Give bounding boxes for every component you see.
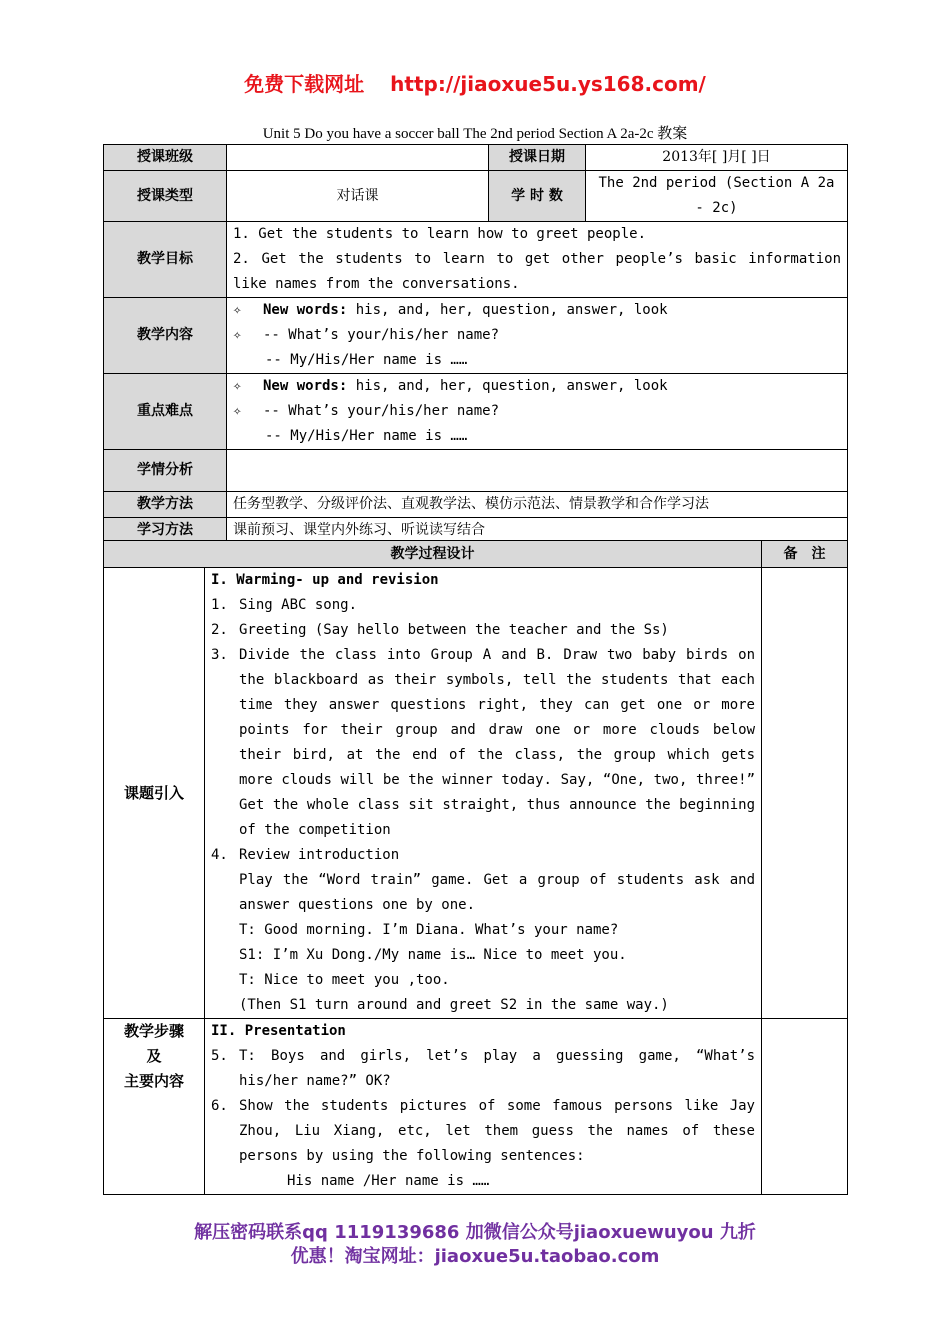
presentation-list [211, 1044, 755, 1169]
date-value: 2013年[ ]月[ ]日 [586, 145, 848, 171]
notes-header: 备 注 [762, 541, 848, 568]
list-item: 3. Divide the class into Group A and B. Draw two baby birds on the blackboard as their symbols, tell the students that each time they answer questions right, they can get one or more points for their group and draw one or more clouds below their bird, at the end of the class, the group which gets more clouds will be the winner today. Say, “One, two, three!” Get the whole class sit straight, thus announce the beginning of the competition [211, 647, 755, 838]
dialog-line: T: Nice to meet you ,too. [239, 972, 450, 988]
question-pattern: -- What’s your/his/her name? [263, 327, 500, 343]
analysis-value [227, 450, 848, 492]
teaching-method-row [104, 492, 848, 518]
type-row [104, 171, 848, 222]
intro-row [104, 568, 848, 1019]
key-points-row [104, 374, 848, 450]
type-label: 授课类型 [104, 171, 227, 222]
teaching-method-value: 任务型教学、分级评价法、直观教学法、模仿示范法、情景教学和合作学习法 [227, 492, 848, 518]
footer-contact: 解压密码联系qq 1119139686 加微信公众号jiaoxuewuyou 九折 [194, 1222, 756, 1243]
process-header-row [104, 541, 848, 568]
sentence-pattern: His name /Her name is …… [287, 1173, 490, 1189]
presentation-title: II. Presentation [211, 1023, 346, 1039]
new-words-list: his, and, her, question, answer, look [347, 302, 668, 318]
notes-cell-2 [762, 1019, 848, 1195]
warmup-list [211, 593, 755, 868]
objectives-cell [227, 222, 848, 298]
process-table [103, 540, 848, 1195]
teaching-method-label: 教学方法 [104, 492, 227, 518]
content-label: 教学内容 [104, 298, 227, 374]
review-description: Play the “Word train” game. Get a group of students ask and answer questions one by one. [239, 872, 755, 913]
notes-cell-1 [762, 568, 848, 1019]
learning-method-value: 课前预习、课堂内外练习、听说读写结合 [227, 518, 848, 544]
dialog-line: (Then S1 turn around and greet S2 in the same way.) [239, 997, 669, 1013]
warmup-cell [205, 568, 762, 1019]
intro-label: 课题引入 [104, 568, 205, 1019]
analysis-row [104, 450, 848, 492]
download-url-link[interactable]: http://jiaoxue5u.ys168.com/ [390, 72, 706, 96]
class-value [227, 145, 489, 171]
content-row [104, 298, 848, 374]
diamond-bullet-icon: ✧ [233, 327, 242, 343]
list-item: 4. Review introduction [211, 847, 400, 863]
question-pattern: -- What’s your/his/her name? [263, 403, 500, 419]
free-download-text: 免费下载网址 [244, 72, 365, 96]
dialog-line: T: Good morning. I’m Diana. What’s your name? [239, 922, 619, 938]
list-item: 6. Show the students pictures of some famous persons like Jay Zhou, Liu Xiang, etc, let them guess the names of these persons by using the following sentences: [211, 1098, 755, 1164]
new-words-label: New words: [263, 378, 348, 394]
dialog [211, 918, 755, 1018]
date-label: 授课日期 [489, 145, 586, 171]
key-points-cell [227, 374, 848, 450]
new-words-list: his, and, her, question, answer, look [347, 378, 668, 394]
hours-value: The 2nd period (Section A 2a - 2c) [586, 171, 848, 222]
warmup-title: I. Warming- up and revision [211, 572, 439, 588]
type-value: 对话课 [227, 171, 489, 222]
list-item: 1. Sing ABC song. [211, 597, 358, 613]
objective-2: 2. Get the students to learn to get other people’s basic information like names from the conversations. [233, 251, 841, 292]
new-words-label: New words: [263, 302, 348, 318]
download-banner [0, 68, 950, 97]
steps-row [104, 1019, 848, 1195]
objective-1: 1. Get the students to learn how to greet people. [233, 226, 647, 242]
class-label: 授课班级 [104, 145, 227, 171]
list-item: 5. T: Boys and girls, let’s play a guessing game, “What’s his/her name?” OK? [211, 1048, 755, 1089]
lesson-info-table [103, 144, 848, 544]
class-row [104, 145, 848, 171]
presentation-cell [205, 1019, 762, 1195]
steps-label: 教学步骤 及 主要内容 [104, 1019, 205, 1195]
objectives-label: 教学目标 [104, 222, 227, 298]
list-item: 2. Greeting (Say hello between the teacher and the Ss) [211, 622, 669, 638]
document-title: Unit 5 Do you have a soccer ball The 2nd period Section A 2a-2c 教案 [262, 126, 688, 142]
dialog-line: S1: I’m Xu Dong./My name is… Nice to meet you. [239, 947, 627, 963]
diamond-bullet-icon: ✧ [233, 403, 242, 419]
diamond-bullet-icon: ✧ [233, 302, 242, 318]
process-header: 教学过程设计 [104, 541, 762, 568]
answer-pattern: -- My/His/Her name is …… [265, 428, 468, 444]
learning-method-label: 学习方法 [104, 518, 227, 544]
content-cell [227, 298, 848, 374]
analysis-label: 学情分析 [104, 450, 227, 492]
hours-label: 学 时 数 [489, 171, 586, 222]
answer-pattern: -- My/His/Her name is …… [265, 352, 468, 368]
objectives-row [104, 222, 848, 298]
diamond-bullet-icon: ✧ [233, 378, 242, 394]
key-points-label: 重点难点 [104, 374, 227, 450]
footer-shop: 优惠！淘宝网址：jiaoxue5u.taobao.com [290, 1246, 660, 1267]
